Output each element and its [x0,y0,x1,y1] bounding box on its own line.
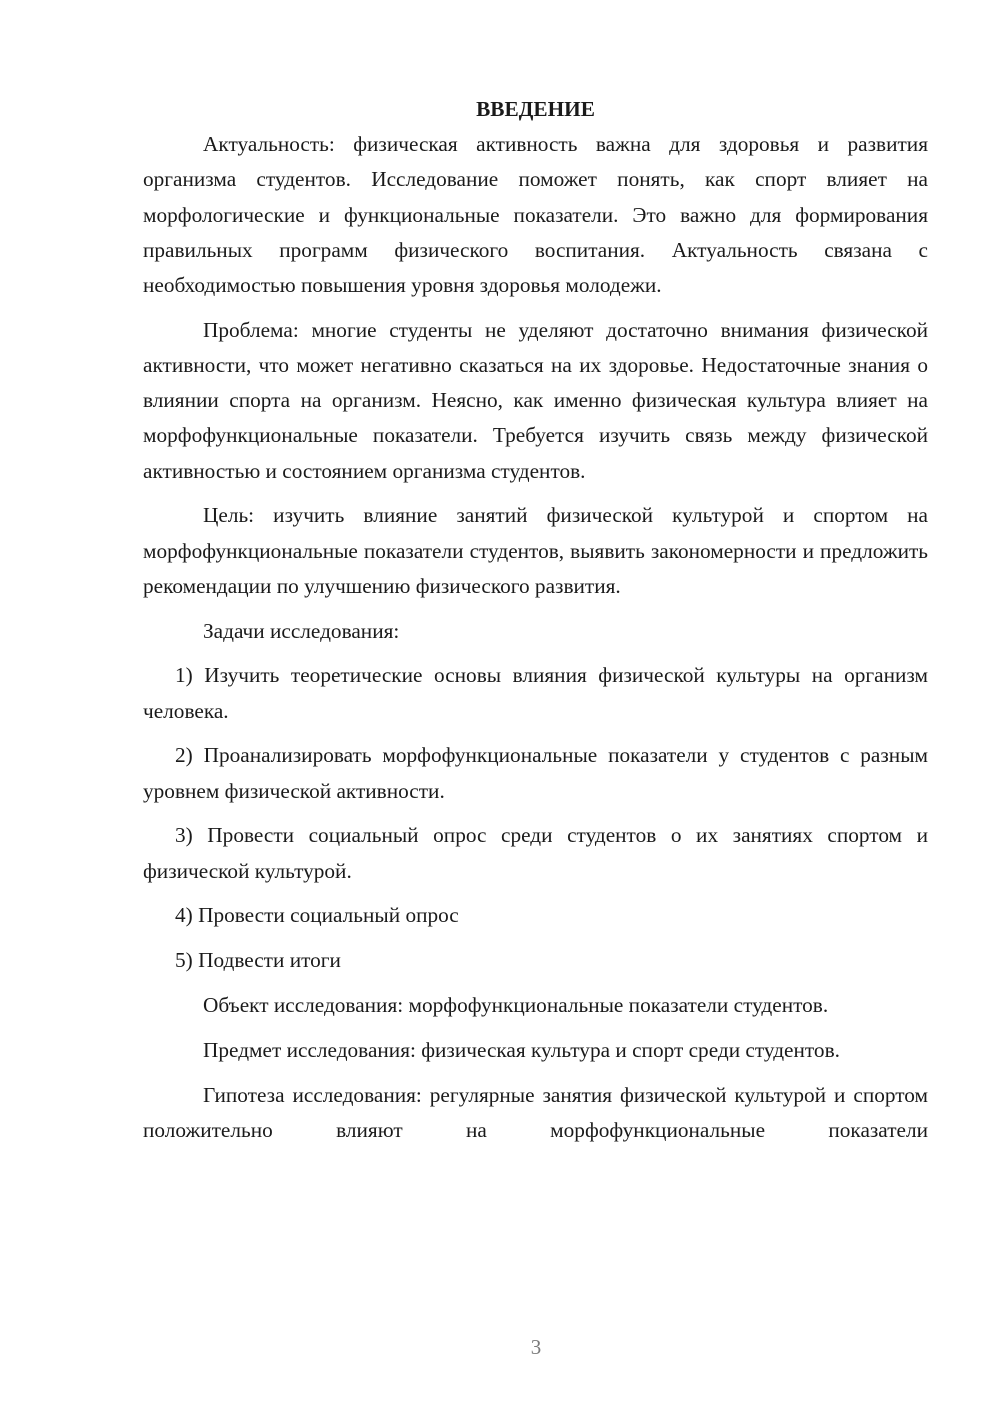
task-item-5: 5) Подвести итоги [175,948,341,973]
tasks-intro: Задачи исследования: [203,618,400,643]
goal-paragraph: Цель: изучить влияние занятий физической культурой и спортом на морфофункциональные показатели студентов, выявить закономерности и предложить рекомендации по улучшению физического развития. [143,503,928,598]
problem-paragraph: Проблема: многие студенты не уделяют достаточно внимания физической активности, что может негативно сказаться на их здоровье. Недостаточные знания о влиянии спорта на организм. Неясно, как именно физическая культура влияет на морфофункциональные показатели. Требуется изучить связь между физической активностью и состоянием организма студентов. [143,317,928,483]
section-heading: ВВЕДЕНИЕ [476,97,595,121]
hypothesis-paragraph: Гипотеза исследования: регулярные занятия физической культурой и спортом положительно влияют на морфофункциональные показатели [143,1082,928,1142]
object-paragraph: Объект исследования: морфофункциональные показатели студентов. [203,993,829,1018]
page-content [143,92,928,1148]
relevance-paragraph: Актуальность: физическая активность важна для здоровья и развития организма студентов. Исследование поможет понять, как спорт влияет на морфологические и функциональные показатели. Это важно для формирования правильных программ физического воспитания. Актуальность связана с необходимостью повышения уровня здоровья молодежи. [143,132,928,298]
subject-paragraph: Предмет исследования: физическая культура и спорт среди студентов. [203,1037,840,1062]
task-item-4: 4) Провести социальный опрос [175,903,459,928]
page-number: 3 [530,1335,542,1359]
task-item-1: 1) Изучить теоретические основы влияния физической культуры на организм человека. [143,663,928,723]
task-item-2: 2) Проанализировать морфофункциональные показатели у студентов с разным уровнем физической активности. [143,743,928,803]
task-item-3: 3) Провести социальный опрос среди студентов о их занятиях спортом и физической культурой. [143,823,928,883]
